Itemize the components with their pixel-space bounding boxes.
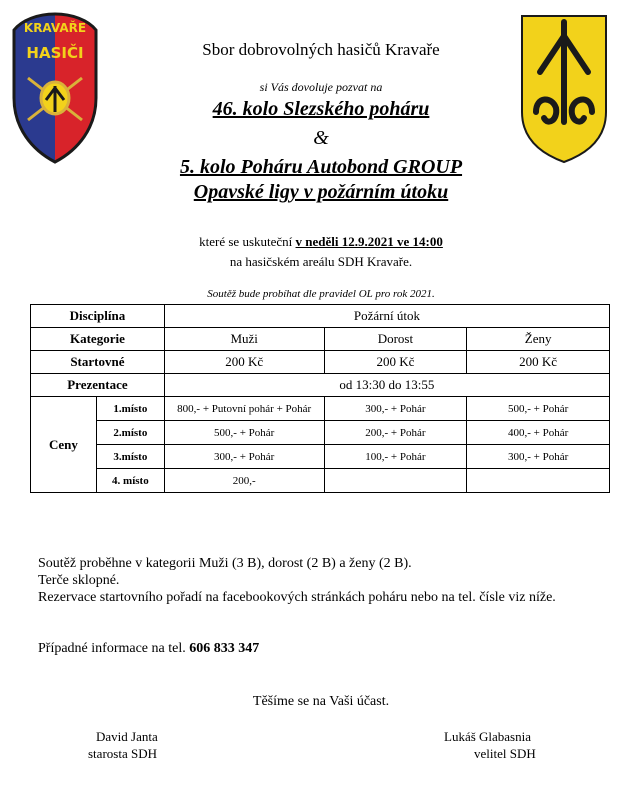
signature-1-name: David Janta <box>96 729 158 744</box>
badge-top-text: KRAVAŘE <box>23 21 87 35</box>
table-row-kategorie <box>31 328 610 351</box>
prize-3-dorost: 100,- + Pohár <box>324 445 467 469</box>
prize-place-2: 2.místo <box>96 421 164 445</box>
prize-place-4: 4. místo <box>96 469 164 493</box>
table-row-prize-2 <box>31 421 610 445</box>
disciplina-value: Požární útok <box>164 305 609 328</box>
fee-zeny: 200 Kč <box>467 351 610 374</box>
prize-2-zeny: 400,- + Pohár <box>467 421 610 445</box>
contact-info <box>38 641 259 657</box>
badge-mid-text: HASIČI <box>26 44 84 62</box>
prize-2-dorost: 200,- + Pohár <box>324 421 467 445</box>
prize-3-zeny: 300,- + Pohár <box>467 445 610 469</box>
table-row-startovne <box>31 351 610 374</box>
body-reservation-line: Rezervace startovního pořadí na facebookových stránkách poháru nebo na tel. čísle viz níže. <box>38 590 556 605</box>
ceny-label: Ceny <box>31 397 97 493</box>
event-date: v neděli 12.9.2021 ve 14:00 <box>295 234 443 249</box>
competition-table <box>30 304 610 493</box>
invite-line: si Vás dovoluje pozvat na <box>259 80 383 94</box>
contact-phone: 606 833 347 <box>189 641 260 656</box>
prezentace-label: Prezentace <box>31 374 165 397</box>
organization-name: Sbor dobrovolných hasičů Kravaře <box>202 40 440 59</box>
disciplina-label: Disciplína <box>31 305 165 328</box>
prize-1-muzi: 800,- + Putovní pohár + Pohár <box>164 397 324 421</box>
rules-note: Soutěž bude probíhat dle pravidel OL pro rok 2021. <box>207 288 435 300</box>
table-row-disciplina <box>31 305 610 328</box>
title-autobond: 5. kolo Poháru Autobond GROUP <box>179 156 463 178</box>
signature-2-name: Lukáš Glabasnia <box>444 729 532 744</box>
prize-4-dorost <box>324 469 467 493</box>
category-dorost: Dorost <box>324 328 467 351</box>
table-row-prezentace <box>31 374 610 397</box>
title-slezsky-pohar: 46. kolo Slezského poháru <box>212 98 430 120</box>
prize-4-zeny <box>467 469 610 493</box>
category-muzi: Muži <box>164 328 324 351</box>
body-targets-line: Terče sklopné. <box>38 573 120 588</box>
title-opavska-liga: Opavské ligy v požárním útoku <box>193 181 449 203</box>
table-row-prize-3 <box>31 445 610 469</box>
table-row-prize-1 <box>31 397 610 421</box>
prize-place-3: 3.místo <box>96 445 164 469</box>
prize-place-1: 1.místo <box>96 397 164 421</box>
contact-prefix: Případné informace na tel. <box>38 641 190 656</box>
prize-4-muzi: 200,- <box>164 469 324 493</box>
fee-muzi: 200 Kč <box>164 351 324 374</box>
prize-2-muzi: 500,- + Pohár <box>164 421 324 445</box>
kategorie-label: Kategorie <box>31 328 165 351</box>
signature-2-role: velitel SDH <box>474 746 536 761</box>
table-row-prize-4 <box>31 469 610 493</box>
prize-1-dorost: 300,- + Pohár <box>324 397 467 421</box>
event-date-prefix: které se uskuteční <box>199 234 296 249</box>
prezentace-value: od 13:30 do 13:55 <box>164 374 609 397</box>
event-date-line <box>0 234 642 250</box>
signature-1-role: starosta SDH <box>88 746 157 761</box>
event-location: na hasičském areálu SDH Kravaře. <box>229 254 413 269</box>
closing-thanks: Těšíme se na Vaši účast. <box>252 694 390 709</box>
title-ampersand: & <box>313 127 329 149</box>
category-zeny: Ženy <box>467 328 610 351</box>
startovne-label: Startovné <box>31 351 165 374</box>
fee-dorost: 200 Kč <box>324 351 467 374</box>
prize-1-zeny: 500,- + Pohár <box>467 397 610 421</box>
prize-3-muzi: 300,- + Pohár <box>164 445 324 469</box>
body-categories-line: Soutěž proběhne v kategorii Muži (3 B), dorost (2 B) a ženy (2 B). <box>38 556 412 571</box>
